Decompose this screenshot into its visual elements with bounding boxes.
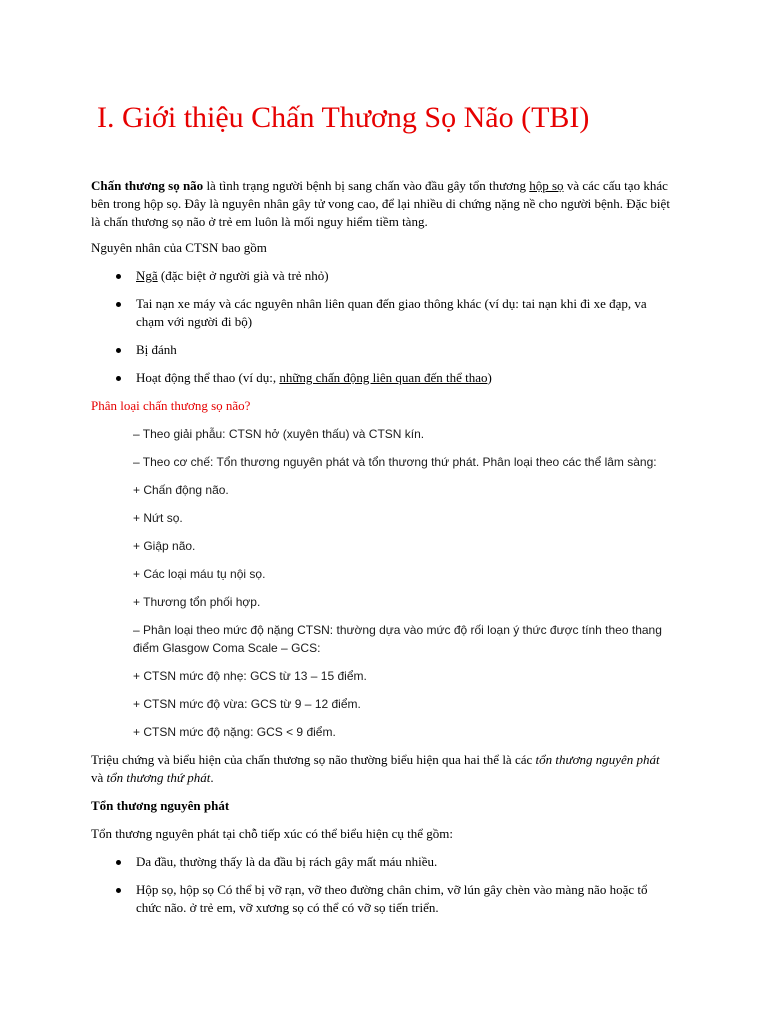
- page-title: I. Giới thiệu Chấn Thương Sọ Não (TBI): [97, 101, 590, 134]
- classification-line: + CTSN mức độ nhẹ: GCS từ 13 – 15 điểm.: [133, 669, 367, 683]
- cause-link-nga[interactable]: Ngã: [136, 268, 158, 283]
- list-item-text: Bị đánh: [136, 342, 177, 357]
- primary-injury-heading: Tổn thương nguyên phát: [91, 798, 230, 813]
- symptoms-text-and: và: [91, 770, 107, 785]
- list-item-text: Hoạt động thể thao (ví dụ:,: [136, 370, 280, 385]
- classification-line: – Theo giải phẫu: CTSN hở (xuyên thấu) và CTSN kín.: [133, 427, 425, 441]
- symptoms-paragraph: [91, 751, 671, 787]
- classification-line: + CTSN mức độ vừa: GCS từ 9 – 12 điểm.: [133, 697, 361, 711]
- symptoms-emphasis-secondary: tổn thương thứ phát: [106, 770, 211, 785]
- bullet-marker: [116, 860, 121, 865]
- causes-lead: Nguyên nhân của CTSN bao gồm: [91, 240, 267, 255]
- classification-line: – Phân loại theo mức độ nặng CTSN: thường dựa vào mức độ rối loạn ý thức được tính theo thang điểm Glasgow Coma Scale – GCS:: [133, 623, 662, 655]
- list-item: [136, 295, 671, 331]
- classification-line: + Các loại máu tụ nội sọ.: [133, 567, 266, 581]
- symptoms-text-end: .: [210, 770, 214, 785]
- primary-injury-lead: Tổn thương nguyên phát tại chỗ tiếp xúc có thể biểu hiện cụ thể gồm:: [91, 826, 453, 841]
- list-item: [136, 853, 671, 871]
- symptoms-text: Triệu chứng và biểu hiện của chấn thương sọ não thường biểu hiện qua hai thể là các: [91, 752, 536, 767]
- list-item-text: Tai nạn xe máy và các nguyên nhân liên quan đến giao thông khác (ví dụ: tai nạn khi đi xe đạp, va chạm với người đi bộ): [136, 296, 647, 329]
- intro-link-hop-so[interactable]: hộp sọ: [529, 178, 564, 193]
- intro-term: Chấn thương sọ não: [91, 178, 204, 193]
- intro-text-continued: và các cấu tạo khác bên trong hộp sọ. Đây là nguyên nhân gây tử vong cao, để lại nhiều di chứng nặng nề cho người bệnh. Đặc biệt là chấn thương sọ não ở trẻ em luôn là mối nguy hiểm tiềm tàng.: [91, 178, 670, 229]
- document-body: [91, 177, 671, 927]
- classification-line: + Giập não.: [133, 539, 196, 553]
- classification-line: – Theo cơ chế: Tổn thương nguyên phát và tổn thương thứ phát. Phân loại theo các thể lâm sàng:: [133, 455, 657, 469]
- list-item: [136, 267, 671, 285]
- bullet-marker: [116, 274, 121, 279]
- list-item-text: (đặc biệt ở người già và trẻ nhỏ): [157, 268, 329, 283]
- causes-list: [91, 267, 671, 387]
- primary-injury-list: [91, 853, 671, 917]
- symptoms-emphasis-primary: tổn thương nguyên phát: [535, 752, 660, 767]
- classification-line: + Thương tổn phối hợp.: [133, 595, 261, 609]
- list-item-text: Da đầu, thường thấy là da đầu bị rách gây mất máu nhiều.: [136, 854, 438, 869]
- list-item: [136, 881, 671, 917]
- cause-link-sports[interactable]: những chấn động liên quan đến thể thao: [279, 370, 488, 385]
- list-item: [136, 341, 671, 359]
- intro-paragraph: [91, 177, 671, 231]
- list-item-text: Hộp sọ, hộp sọ Có thể bị vỡ rạn, vỡ theo đường chân chim, vỡ lún gây chèn vào màng não hoặc tổ chức não. ở trẻ em, vỡ xương sọ có thể có vỡ sọ tiến triển.: [136, 882, 648, 915]
- bullet-marker: [116, 302, 121, 307]
- bullet-marker: [116, 376, 121, 381]
- list-item: [136, 369, 671, 387]
- classification-heading: Phân loại chấn thương sọ não?: [91, 398, 251, 413]
- list-item-text-end: ): [487, 370, 492, 385]
- classification-line: + Nứt sọ.: [133, 511, 183, 525]
- intro-text: là tình trạng người bệnh bị sang chấn vào đầu gây tổn thương: [203, 178, 530, 193]
- classification-line: + Chấn động não.: [133, 483, 229, 497]
- bullet-marker: [116, 348, 121, 353]
- classification-line: + CTSN mức độ nặng: GCS < 9 điểm.: [133, 725, 336, 739]
- bullet-marker: [116, 888, 121, 893]
